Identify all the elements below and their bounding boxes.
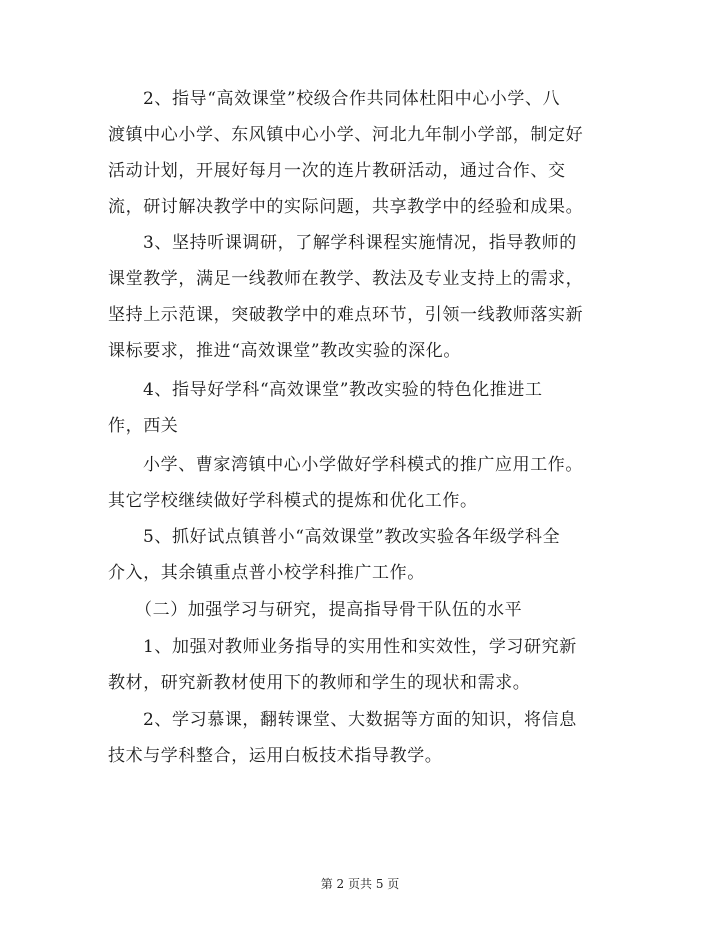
text-line-9: 4、指导好学科“高效课堂”教改实验的特色化推进工 (143, 380, 543, 400)
text-line-5: 3、坚持听课调研，了解学科课程实施情况，指导教师的 (143, 233, 577, 253)
text-line-10: 作，西关 (108, 416, 179, 436)
text-line-19: 技术与学科整合，运用白板技术指导教学。 (108, 746, 443, 766)
text-line-8: 课标要求，推进“高效课堂”教改实验的深化。 (108, 341, 461, 361)
text-line-13: 5、抓好试点镇普小“高效课堂”教改实验各年级学科全 (143, 527, 561, 547)
text-line-16: 1、加强对教师业务指导的实用性和实效性，学习研究新 (143, 637, 577, 657)
section-heading: （二）加强学习与研究，提高指导骨干队伍的水平 (135, 600, 523, 620)
page-number-footer: 第 2 页共 5 页 (320, 877, 400, 891)
text-line-1: 2、指导“高效课堂”校级合作共同体杜阳中心小学、八 (143, 89, 561, 109)
text-line-14: 介入，其余镇重点普小校学科推广工作。 (108, 563, 425, 583)
text-line-18: 2、学习慕课，翻转课堂、大数据等方面的知识，将信息 (143, 710, 577, 730)
text-line-17: 教材，研究新教材使用下的教师和学生的现状和需求。 (108, 673, 531, 693)
text-line-3: 活动计划，开展好每月一次的连片教研活动，通过合作、交 (108, 161, 566, 181)
text-line-4: 流，研讨解决教学中的实际问题，共享教学中的经验和成果。 (108, 197, 584, 217)
text-line-11: 小学、曹家湾镇中心小学做好学科模式的推广应用工作。 (143, 455, 583, 475)
text-line-6: 课堂教学，满足一线教师在教学、教法及专业支持上的需求， (108, 269, 584, 289)
text-line-2: 渡镇中心小学、东风镇中心小学、河北九年制小学部，制定好 (108, 125, 584, 145)
text-line-12: 其它学校继续做好学科模式的提炼和优化工作。 (108, 491, 478, 511)
text-line-7: 坚持上示范课，突破教学中的难点环节，引领一线教师落实新 (108, 305, 584, 325)
